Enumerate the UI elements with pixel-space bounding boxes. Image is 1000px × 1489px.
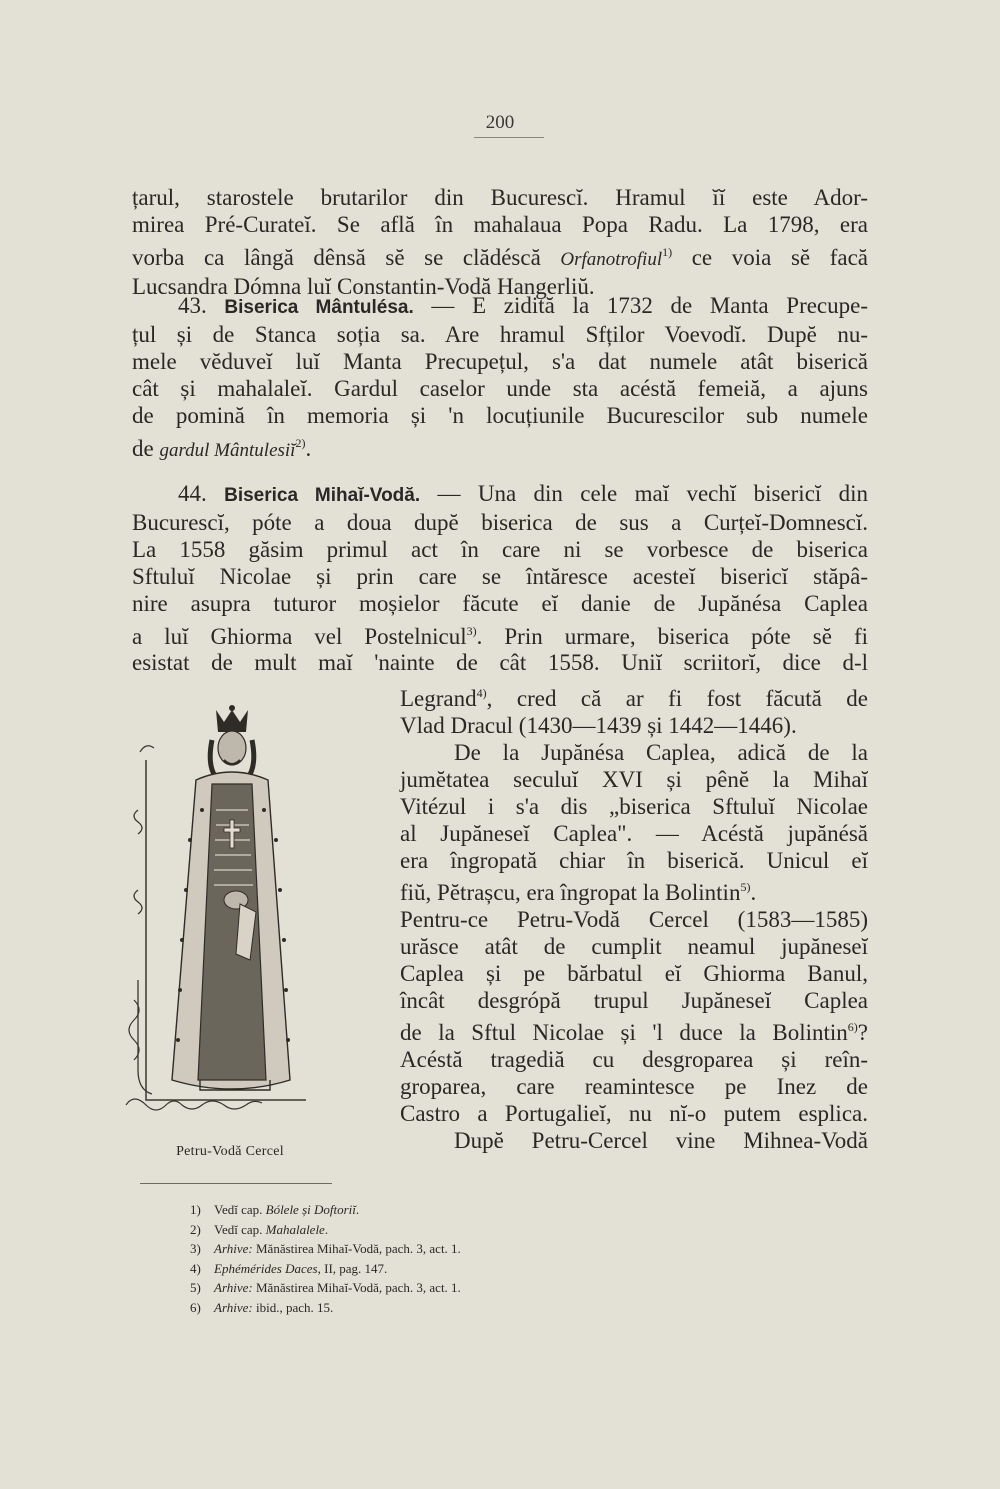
text-line: Acéstă tragediă cu desgroparea și reîn- — [400, 1047, 868, 1072]
text-line: Vitézul i s'a dis „biserica Sftuluĭ Nicolae — [400, 794, 868, 819]
footnote-ref: 6) — [847, 1020, 858, 1034]
italic-term: Orfanotrofiul — [560, 248, 663, 270]
text-line: urăsce atât de cumplit neamul jupăneseĭ — [400, 934, 868, 959]
section-44 — [132, 481, 868, 677]
footnote-divider — [140, 1183, 332, 1184]
text-line: groparea, care reamintesce pe Inez de — [400, 1074, 868, 1099]
footnotes — [190, 1200, 461, 1317]
text-line: vorba ca lângă dênsă sĕ se clădéscă Orfanotrofiul$^{1)}$ ce voia sĕ facă — [132, 244, 868, 270]
section-heading-line: 44. Biserica Mihaĭ-Vodă. — Una din cele maĭ vechĭ bisericĭ din — [178, 481, 869, 506]
text-line: Dupĕ Petru-Cercel vine Mihnea-Vodă — [454, 1128, 868, 1153]
paragraph-intro — [132, 185, 868, 301]
text-line: mirea Pré-Curateĭ. Se află în mahalaua Popa Radu. La 1798, era — [132, 211, 868, 237]
text-line: de pomină în memoria și 'n locuțiunile Bucurescilor sub numele — [132, 402, 868, 428]
footnote-ref: 4) — [476, 686, 487, 700]
text-line: mele vĕduveĭ luĭ Manta Precupețul, s'a dat numele atât biserică — [132, 348, 868, 374]
footnote: 3) Arhive: Mănăstirea Mihaĭ-Vodă, pach. 3, act. 1. — [190, 1241, 461, 1256]
figure-caption: Petru-Vodă Cercel — [176, 1144, 284, 1159]
section-43 — [132, 293, 868, 464]
text-line: era îngropată chiar în biserică. Unicul eĭ — [400, 848, 868, 873]
footnote: 1) Vedĭ cap. Bólele și Doftoriĭ. — [190, 1202, 360, 1217]
text-line: încât desgrópă trupul Jupăneseĭ Caplea — [400, 988, 868, 1013]
page-number: 200 — [485, 112, 515, 133]
italic-term: gardul Mântulesiĭ — [159, 439, 296, 461]
portrait-illustration — [116, 700, 326, 1120]
section-heading: Biserica Mântulésa. — [224, 297, 414, 318]
text-line: de la Sftul Nicolae și 'l duce la Bolintin$^{6)}$? — [400, 1020, 868, 1045]
section-heading-line: 43. Biserica Mântulésa. — E zidită la 1732 de Manta Precupe- — [178, 293, 869, 318]
footnote: 4) Ephémérides Daces, II, pag. 147. — [190, 1260, 388, 1276]
text-line: La 1558 găsim primul act în care ni se vorbesce de biserica — [132, 536, 868, 562]
text-line: al Jupăneseĭ Caplea". — Acéstă jupănésă — [400, 821, 868, 846]
text-line: a luĭ Ghiorma vel Postelnicul$^{3)}$. Prin urmare, biserica póte sĕ fi — [132, 623, 868, 649]
text-line: Vlad Dracul (1430—1439 și 1442—1446). — [400, 713, 797, 738]
text-line: Lucsandra Dómna luĭ Constantin-Vodă Hangerliŭ. — [132, 273, 595, 299]
footnote: 2) Vedĭ cap. Mahalalele. — [190, 1221, 329, 1237]
text-line: Sftuluĭ Nicolae și prin care se întăresce acesteĭ bisericĭ stăpâ- — [132, 563, 868, 589]
footnote: 6) Arhive: ibid., pach. 15. — [190, 1299, 334, 1315]
text-line: Caplea și pe bărbatul eĭ Ghiorma Banul, — [400, 961, 868, 986]
text-line: fiŭ, Pĕtrașcu, era îngropat la Bolintin$^{5)}$. — [400, 880, 757, 905]
text-line: Pentru-ce Petru-Vodă Cercel (1583—1585) — [400, 907, 868, 932]
section-heading: Biserica Mihaĭ-Vodă. — [224, 485, 421, 506]
text-line: țul și de Stanca soția sa. Are hramul Sfților Voevodĭ. Dupĕ nu- — [132, 321, 868, 347]
footnote-ref: 2) — [295, 435, 306, 450]
footnote-ref: 1) — [662, 244, 673, 259]
text-line: esistat de mult maĭ 'nainte de cât 1558. Uniĭ scriitorĭ, dice d-l — [132, 650, 868, 676]
right-column-text — [400, 680, 868, 1154]
text-line: de gardul Mântulesiĭ$^{2)}$. — [132, 435, 312, 461]
text-line: cât și mahalaleĭ. Gardul caselor unde sta acéstă femeiă, a ajuns — [132, 375, 868, 401]
text-line: Castro a Portugalieĭ, nu nĭ-o putem esplica. — [400, 1101, 868, 1126]
text-line: De la Jupănésa Caplea, adică de la — [454, 740, 868, 765]
text-line: Legrand$^{4)}$, cred că ar fi fost făcută de — [400, 686, 868, 711]
text-line: nire asupra tuturor moșielor făcute eĭ danie de Jupănésa Caplea — [132, 590, 868, 616]
footnote: 5) Arhive: Mănăstirea Mihaĭ-Vodă, pach. 3, act. 1. — [190, 1280, 461, 1295]
page-number-rule — [474, 137, 544, 138]
text-line: Bucurescĭ, póte a doua dupĕ biserica de sus a Curțeĭ-Domnescĭ. — [132, 509, 868, 535]
footnote-ref: 5) — [740, 880, 751, 894]
text-line: țarul, starostele brutarilor din Bucurescĭ. Hramul ĭĭ este Ador- — [132, 185, 868, 210]
footnote-ref: 3) — [466, 623, 477, 638]
text-line: jumĕtatea seculuĭ XVI și pênĕ la Mihaĭ — [400, 767, 868, 792]
